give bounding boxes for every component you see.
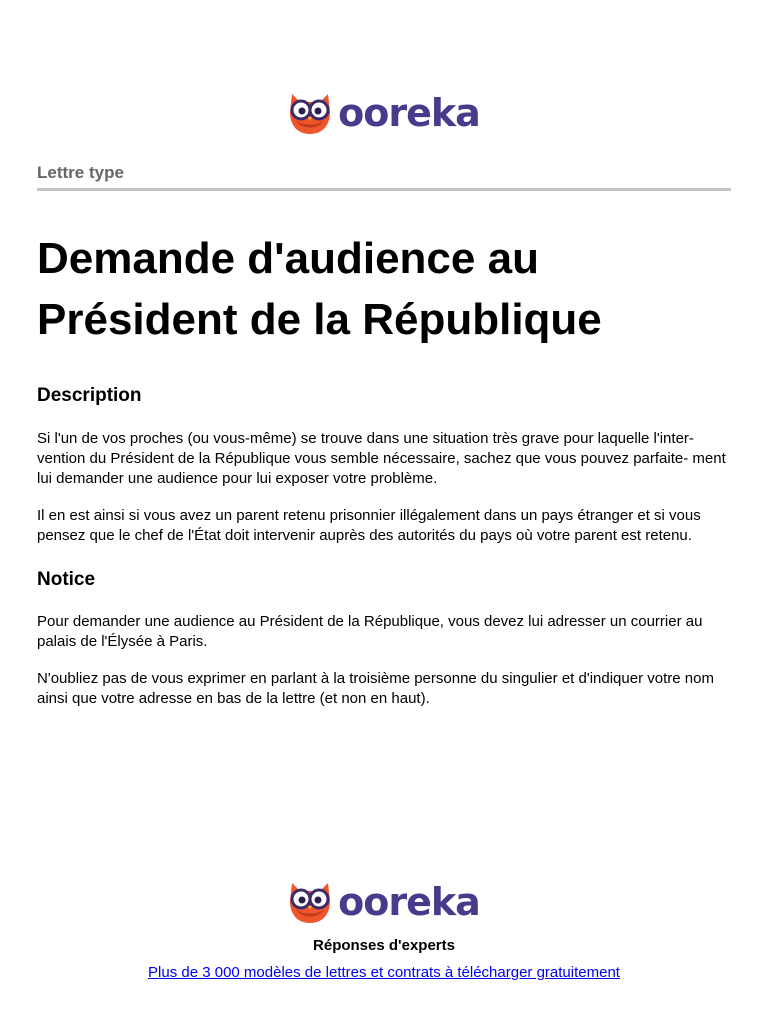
ooreka-logo-top <box>0 90 768 136</box>
header-divider <box>37 188 731 191</box>
footer-tagline: Réponses d'experts <box>313 937 455 954</box>
description-paragraph-1: Si l'un de vos proches (ou vous-même) se trouve dans une situation très grave pour laquelle l'inter- vention du Président de la République vous semble nécessaire, sachez que vous pouvez parfaite- ment lui demander une audience pour lui exposer votre problème. <box>37 430 726 487</box>
document-title <box>37 228 737 350</box>
title-line-1: Demande d'audience au <box>37 234 539 283</box>
brand-name: ooreka <box>338 91 480 135</box>
ooreka-logo-bottom <box>0 879 768 925</box>
document-category: Lettre type <box>37 163 124 182</box>
brand-name: ooreka <box>338 880 480 924</box>
footer-link-container <box>0 964 768 981</box>
owl-icon <box>288 879 332 925</box>
notice-paragraph-2: N'oubliez pas de vous exprimer en parlant à la troisième personne du singulier et d'indiquer votre nom ainsi que votre adresse en bas de la lettre (et non en haut). <box>37 670 714 707</box>
section-heading-notice: Notice <box>37 569 96 590</box>
title-line-2: Président de la République <box>37 295 602 344</box>
notice-paragraph-1: Pour demander une audience au Président de la République, vous devez lui adresser un courrier au palais de l'Élysée à Paris. <box>37 613 703 650</box>
section-heading-description: Description <box>37 385 142 406</box>
description-paragraph-2: Il en est ainsi si vous avez un parent retenu prisonnier illégalement dans un pays étranger et si vous pensez que le chef de l'État doit intervenir auprès des autorités du pays où votre parent est retenu. <box>37 507 701 544</box>
owl-icon <box>288 90 332 136</box>
templates-download-link[interactable]: Plus de 3 000 modèles de lettres et contrats à télécharger gratuitement <box>148 964 620 981</box>
